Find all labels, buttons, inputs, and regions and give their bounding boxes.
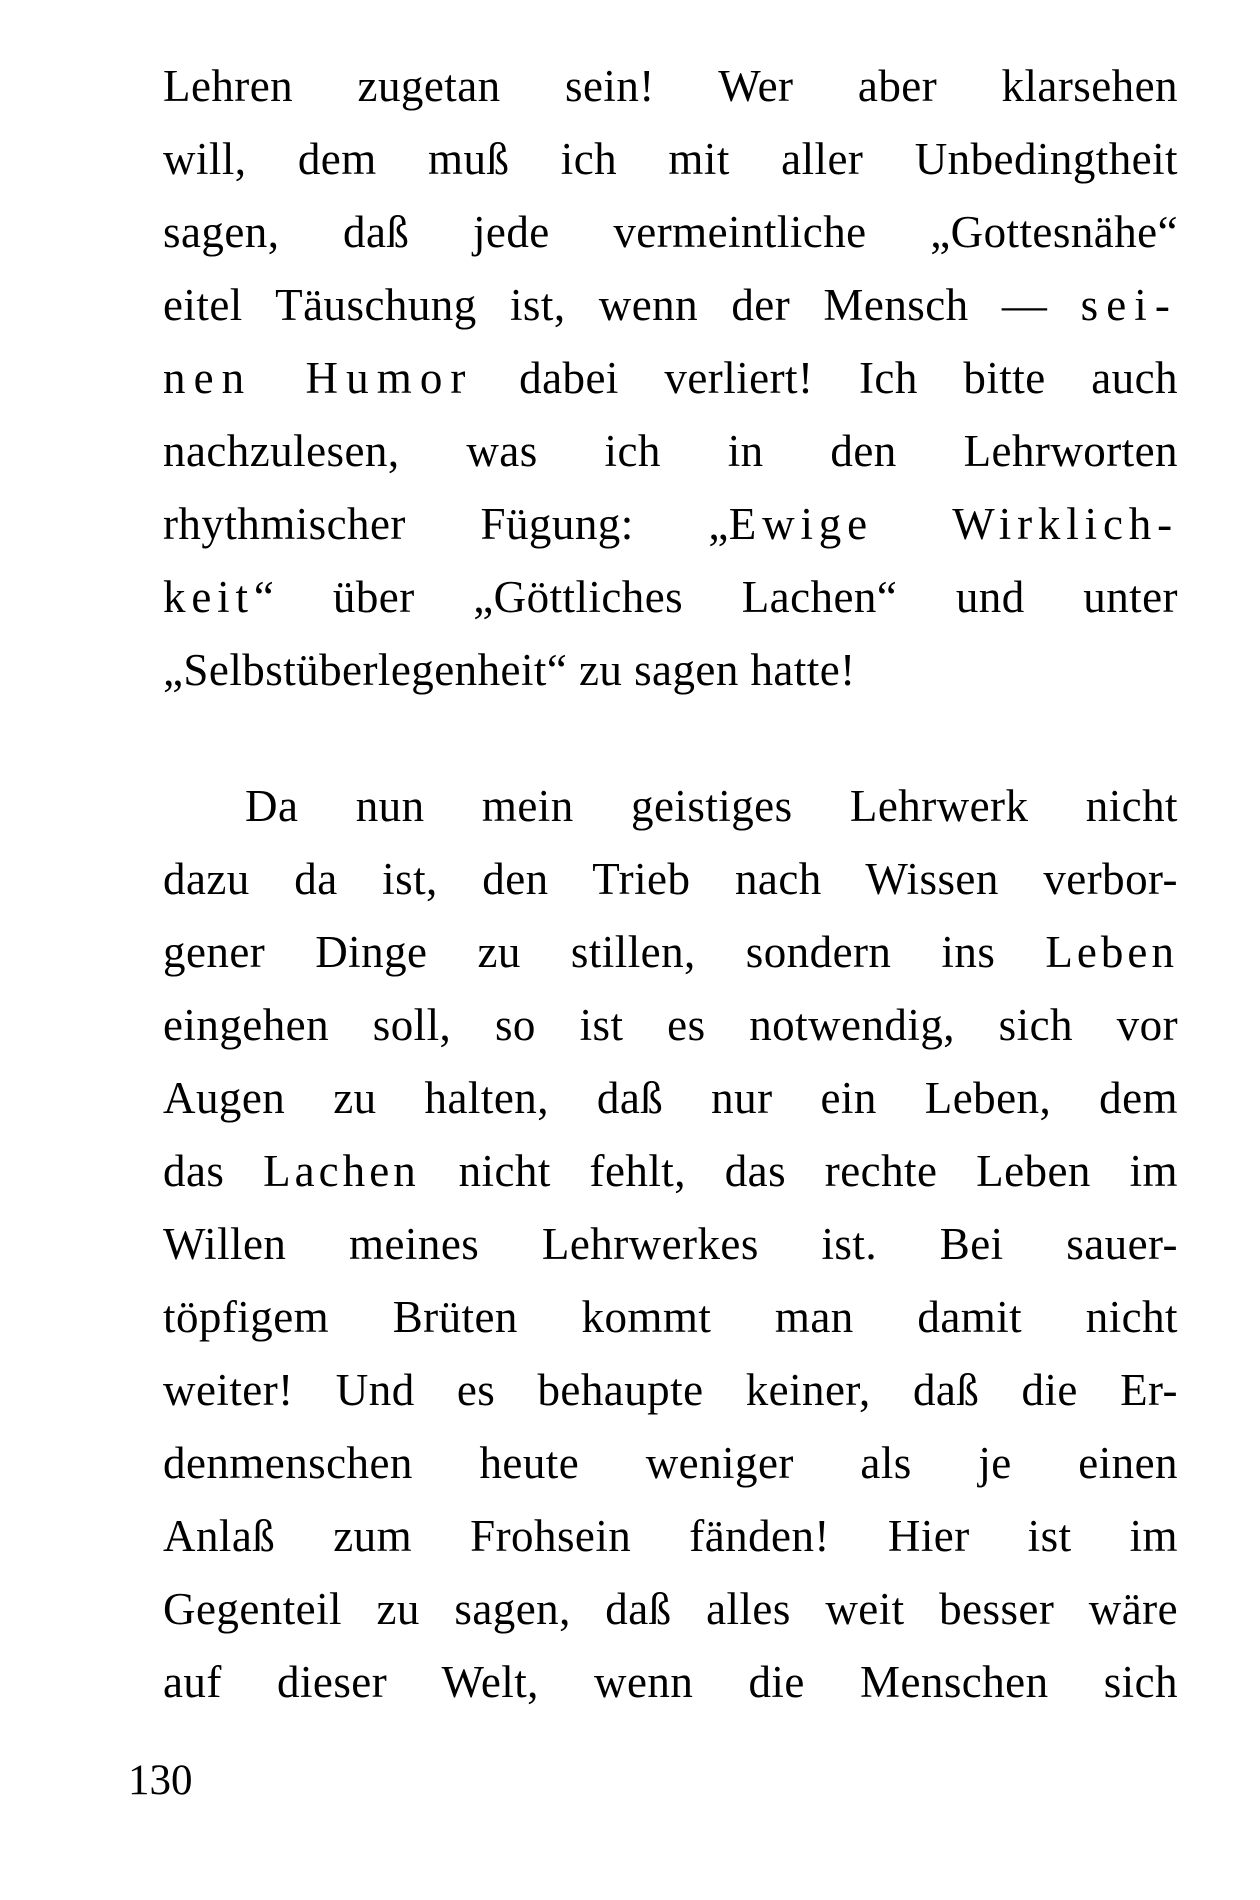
text-line: [163, 1354, 1178, 1427]
text-line: [163, 1208, 1178, 1281]
text-line: [163, 1427, 1178, 1500]
text-line: [163, 123, 1178, 196]
text-segment: will, dem muß ich mit aller Unbedingtheit: [163, 134, 1178, 184]
text-segment: das: [163, 1146, 264, 1196]
text-line: [163, 1062, 1178, 1135]
text-line: [163, 634, 1178, 707]
paragraph-2: [163, 770, 1178, 1719]
text-line: [163, 561, 1178, 634]
text-line: [163, 916, 1178, 989]
text-segment: Lehren zugetan sein! Wer aber klarsehen: [163, 61, 1178, 111]
text-segment: nicht fehlt, das rechte Leben im: [419, 1146, 1178, 1196]
text-line: [163, 342, 1178, 415]
text-segment: auf dieser Welt, wenn die Menschen sich: [163, 1657, 1178, 1707]
text-segment: “ über „Göttliches Lachen“ und unter: [253, 572, 1178, 622]
page-text-block: [163, 50, 1178, 1719]
emphasized-text-segment: keit: [163, 572, 254, 622]
text-segment: Gegenteil zu sagen, daß alles weit besser wäre: [163, 1584, 1178, 1634]
text-segment: nachzulesen, was ich in den Lehrworten: [163, 426, 1178, 476]
text-line: [163, 488, 1178, 561]
emphasized-text-segment: sei-: [1080, 280, 1178, 330]
text-segment: Anlaß zum Frohsein fänden! Hier ist im: [163, 1511, 1178, 1561]
emphasized-text-segment: Lachen: [263, 1146, 420, 1196]
text-line: [163, 770, 1178, 843]
text-line: [163, 843, 1178, 916]
text-segment: „Selbstüberlegenheit“ zu sagen hatte!: [163, 645, 856, 695]
text-segment: dabei verliert! Ich bitte auch: [473, 353, 1178, 403]
text-line: [163, 415, 1178, 488]
text-line: [163, 1573, 1178, 1646]
text-segment: Da nun mein geistiges Lehrwerk nicht: [245, 781, 1178, 831]
emphasized-text-segment: Ewige Wirklich-: [728, 499, 1178, 549]
text-segment: Augen zu halten, daß nur ein Leben, dem: [163, 1073, 1178, 1123]
text-line: [163, 50, 1178, 123]
text-line: [163, 1135, 1178, 1208]
text-segment: töpfigem Brüten kommt man damit nicht: [163, 1292, 1178, 1342]
text-segment: Willen meines Lehrwerkes ist. Bei sauer-: [163, 1219, 1178, 1269]
text-segment: eitel Täuschung ist, wenn der Mensch —: [163, 280, 1081, 330]
page-number: 130: [128, 1757, 193, 1804]
text-segment: dazu da ist, den Trieb nach Wissen verbor-: [163, 854, 1178, 904]
text-line: [163, 989, 1178, 1062]
text-line: [163, 269, 1178, 342]
text-line: [163, 1646, 1178, 1719]
text-segment: eingehen soll, so ist es notwendig, sich vor: [163, 1000, 1178, 1050]
emphasized-text-segment: Leben: [1045, 927, 1178, 977]
emphasized-text-segment: nen Humor: [163, 353, 474, 403]
text-segment: denmenschen heute weniger als je einen: [163, 1438, 1178, 1488]
text-line: [163, 1500, 1178, 1573]
text-segment: gener Dinge zu stillen, sondern ins: [163, 927, 1046, 977]
paragraph-1: [163, 50, 1178, 707]
text-line: [163, 196, 1178, 269]
text-line: [163, 1281, 1178, 1354]
text-segment: weiter! Und es behaupte keiner, daß die Er-: [163, 1365, 1178, 1415]
text-segment: sagen, daß jede vermeintliche „Gottesnähe“: [163, 207, 1178, 257]
text-segment: rhythmischer Fügung: „: [163, 499, 729, 549]
